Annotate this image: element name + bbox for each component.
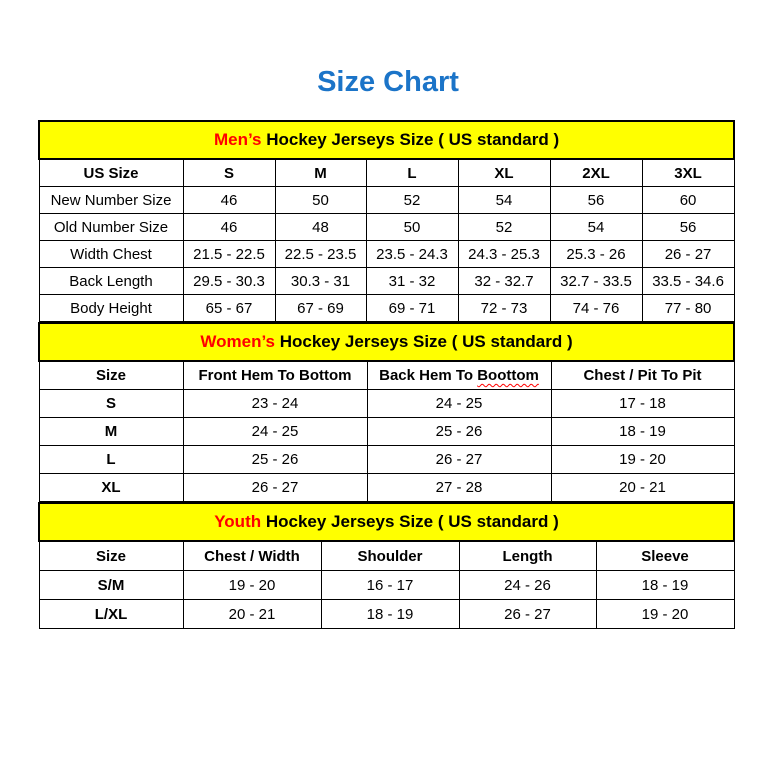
- cell: 16 - 17: [321, 571, 459, 600]
- womens-banner-rest: Hockey Jerseys Size ( US standard ): [275, 332, 573, 351]
- mens-section-banner: [39, 121, 734, 159]
- cell: 18 - 19: [596, 571, 734, 600]
- cell: 74 - 76: [550, 295, 642, 322]
- table-row: [39, 418, 734, 446]
- cell: 56: [642, 214, 734, 241]
- table-row: [39, 268, 734, 295]
- cell: 72 - 73: [458, 295, 550, 322]
- row-label: XL: [39, 474, 183, 502]
- cell: 60: [642, 187, 734, 214]
- womens-header-row: [39, 361, 734, 390]
- youth-col-shoulder: Shoulder: [321, 541, 459, 571]
- cell: 20 - 21: [551, 474, 734, 502]
- table-row: [39, 446, 734, 474]
- womens-col-back-hem-prefix: Back Hem To: [379, 367, 478, 384]
- row-label: Old Number Size: [39, 214, 183, 241]
- womens-col-front-hem: Front Hem To Bottom: [183, 361, 367, 390]
- womens-col-back-hem: [367, 361, 551, 390]
- row-label: S: [39, 390, 183, 418]
- cell: 46: [183, 187, 275, 214]
- youth-col-length: Length: [459, 541, 596, 571]
- table-row: [39, 214, 734, 241]
- mens-col-l: L: [366, 159, 458, 187]
- cell: 32.7 - 33.5: [550, 268, 642, 295]
- cell: 25 - 26: [367, 418, 551, 446]
- cell: 24.3 - 25.3: [458, 241, 550, 268]
- cell: 54: [550, 214, 642, 241]
- mens-banner-text: [39, 121, 734, 159]
- cell: 56: [550, 187, 642, 214]
- cell: 30.3 - 31: [275, 268, 366, 295]
- mens-col-xl: XL: [458, 159, 550, 187]
- table-row: [39, 187, 734, 214]
- youth-col-size: Size: [39, 541, 183, 571]
- cell: 19 - 20: [183, 571, 321, 600]
- womens-banner-accent: Women’s: [200, 332, 275, 351]
- cell: 52: [458, 214, 550, 241]
- cell: 27 - 28: [367, 474, 551, 502]
- mens-size-table: [38, 120, 735, 322]
- cell: 31 - 32: [366, 268, 458, 295]
- cell: 65 - 67: [183, 295, 275, 322]
- cell: 21.5 - 22.5: [183, 241, 275, 268]
- youth-section-banner: [39, 503, 734, 541]
- mens-col-3xl: 3XL: [642, 159, 734, 187]
- size-chart: [38, 120, 733, 629]
- row-label: M: [39, 418, 183, 446]
- row-label: L: [39, 446, 183, 474]
- youth-col-chest-width: Chest / Width: [183, 541, 321, 571]
- cell: 24 - 25: [183, 418, 367, 446]
- page-title: Size Chart: [317, 66, 459, 98]
- cell: 77 - 80: [642, 295, 734, 322]
- cell: 18 - 19: [551, 418, 734, 446]
- cell: 48: [275, 214, 366, 241]
- cell: 22.5 - 23.5: [275, 241, 366, 268]
- table-row: [39, 390, 734, 418]
- cell: 25.3 - 26: [550, 241, 642, 268]
- mens-header-row: [39, 159, 734, 187]
- mens-banner-accent: Men’s: [213, 130, 262, 149]
- cell: 46: [183, 214, 275, 241]
- table-row: [39, 571, 734, 600]
- womens-col-chest: Chest / Pit To Pit: [551, 361, 734, 390]
- cell: 24 - 25: [367, 390, 551, 418]
- row-label: Width Chest: [39, 241, 183, 268]
- cell: 17 - 18: [551, 390, 734, 418]
- cell: 26 - 27: [183, 474, 367, 502]
- cell: 32 - 32.7: [458, 268, 550, 295]
- cell: 26 - 27: [367, 446, 551, 474]
- cell: 29.5 - 30.3: [183, 268, 275, 295]
- youth-col-sleeve: Sleeve: [596, 541, 734, 571]
- table-row: [39, 474, 734, 502]
- cell: 33.5 - 34.6: [642, 268, 734, 295]
- mens-banner-rest: Hockey Jerseys Size ( US standard ): [261, 130, 560, 149]
- womens-col-back-hem-misspelled-word: Boottom: [477, 367, 539, 384]
- womens-col-size: Size: [39, 361, 183, 390]
- table-row: [39, 600, 734, 629]
- row-label: S/M: [39, 571, 183, 600]
- youth-size-table: [38, 502, 735, 629]
- cell: 69 - 71: [366, 295, 458, 322]
- cell: 19 - 20: [551, 446, 734, 474]
- youth-banner-text: [39, 503, 734, 541]
- cell: 18 - 19: [321, 600, 459, 629]
- youth-banner-accent: Youth: [214, 512, 262, 531]
- cell: 52: [366, 187, 458, 214]
- youth-header-row: [39, 541, 734, 571]
- table-row: [39, 241, 734, 268]
- mens-col-m: M: [275, 159, 366, 187]
- cell: 54: [458, 187, 550, 214]
- cell: 23 - 24: [183, 390, 367, 418]
- cell: 26 - 27: [642, 241, 734, 268]
- womens-size-table: [38, 322, 735, 502]
- cell: 19 - 20: [596, 600, 734, 629]
- mens-col-2xl: 2XL: [550, 159, 642, 187]
- row-label: New Number Size: [39, 187, 183, 214]
- cell: 25 - 26: [183, 446, 367, 474]
- mens-col-us-size: US Size: [39, 159, 183, 187]
- cell: 50: [366, 214, 458, 241]
- row-label: Body Height: [39, 295, 183, 322]
- cell: 26 - 27: [459, 600, 596, 629]
- cell: 20 - 21: [183, 600, 321, 629]
- cell: 67 - 69: [275, 295, 366, 322]
- cell: 50: [275, 187, 366, 214]
- table-row: [39, 295, 734, 322]
- cell: 23.5 - 24.3: [366, 241, 458, 268]
- womens-banner-text: [39, 323, 734, 361]
- cell: 24 - 26: [459, 571, 596, 600]
- row-label: L/XL: [39, 600, 183, 629]
- row-label: Back Length: [39, 268, 183, 295]
- mens-col-s: S: [183, 159, 275, 187]
- youth-banner-rest: Hockey Jerseys Size ( US standard ): [261, 512, 559, 531]
- womens-section-banner: [39, 323, 734, 361]
